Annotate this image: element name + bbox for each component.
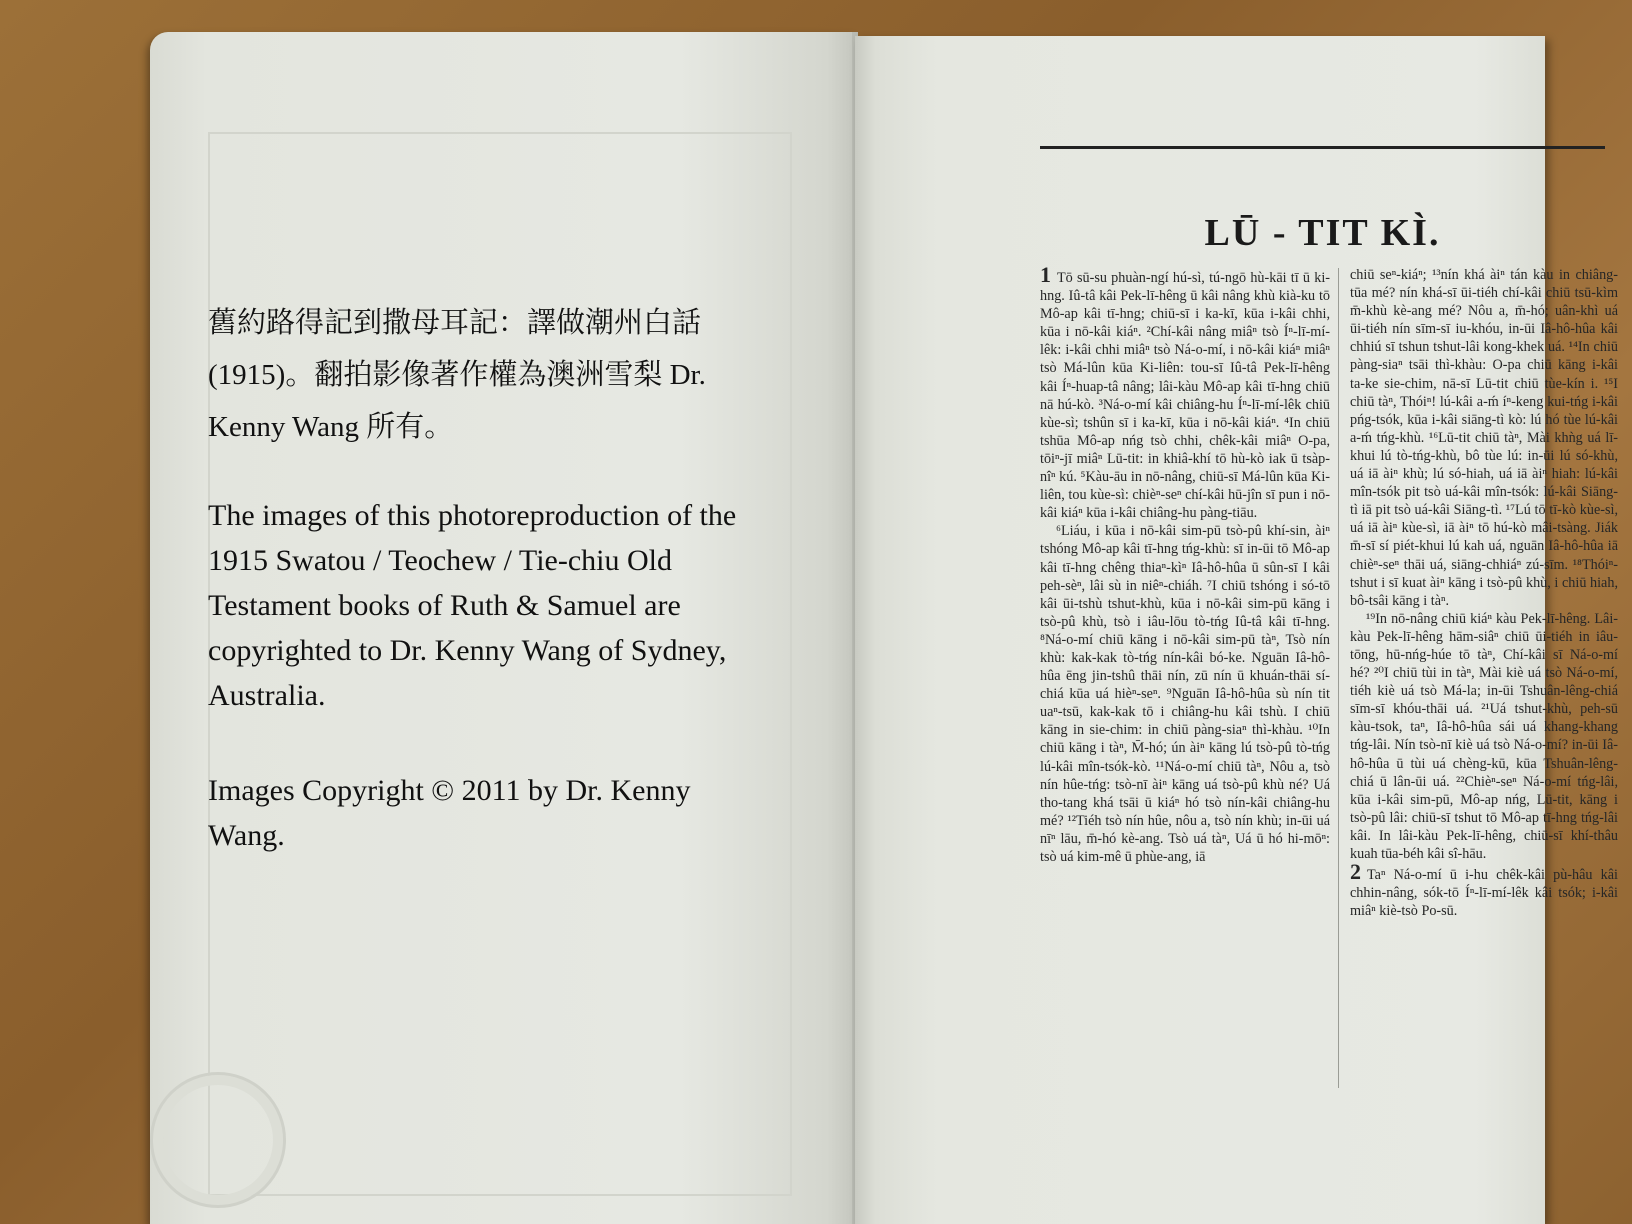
verse-block: ⁶Liáu, i kūa i nō-kâi sim-pū tsò-pû khí-sin, àiⁿ tshóng Mô-ap kâi tī-hng tńg-khù: sī in-ūi tō Mô-ap kâi tī-hng chêng thiaⁿ-kìⁿ Iâ-hô-hûa ū sûn-sī I kâi peh-sèⁿ, lâi sù in niêⁿ-chiáh. ⁷I chiū tshóng i só-tō kâi ūi-tshù tshut-khù, kūa i nō-kâi sim-pū kāng i tsò-pû khù, tsò i iâu-lōu tò-tńg Iû-tâ kâi tī-hng. ⁸Ná-o-mí chiū kāng i nō-kâi sim-pū tàⁿ, Tsò nín khù: kak-kak tò-tńg nín-kâi bó-ke. Nguān Iâ-hô-hûa ēng jin-tshû thāi nín, zū nín ū khuán-thāi sí-chiá kūa uá hièⁿ-seⁿ. ⁹Nguān Iâ-hô-hûa sù nín tit uaⁿ-tsū, kak-kak tō i chiâng-hu kâi tshù. I chiū kāng in sie-chim: in chiū pàng-siaⁿ thì-khàu. ¹⁰In chiū kāng i tàⁿ, M̄-hó; ún àiⁿ kāng lú tsò-pû tò-tńg lú-kâi mîn-tsók-kò. ¹¹Ná-o-mí chiū tàⁿ, Nôu a, tsò nín hûe-tńg: tsò-nī àiⁿ kāng uá tsò-pû khù né? Uá tho-tang khá tsāi ū kiáⁿ hó tsò nín-kâi chiâng-hu mé? ¹²Tiéh tsò nín hûe, nôu a, tsò nín khù; in-ūi uá nīⁿ lāu, m̄-hó kè-ang. Tsò uá tàⁿ, Uá ū hó hi-mōⁿ: tsò uá kim-mê ū phùe-ang, iā [1040,523,1330,865]
verse-block: chiū seⁿ-kiáⁿ; ¹³nín khá àiⁿ tán kàu in chiâng-tūa mé? nín khá-sī ūi-tiéh chí-kâi chiū tsū-kìm m̄-khù kè-ang mé? Nôu a, m̄-hó; uân-khì uá ūi-tiéh nín sīm-sī iu-khóu, in-ūi Iâ-hô-hûa kâi chhiú sī tshun tshut-lâi kong-khek uá. ¹⁴In chiū pàng-siaⁿ tsāi thì-khàu: O-pa chiū kāng i-kâi ta-ke sie-chim, nā-sī Lū-tit chiū tùe-kín i. ¹⁵I chiū tàⁿ, Thóiⁿ! lú-kâi a-ḿ íⁿ-keng kui-tńg i-kâi pńg-tsók, kūa i-kâi siāng-tì kò: lú hó tùe lú-kâi a-ḿ tńg-khù. ¹⁶Lū-tit chiū tàⁿ, Mài khǹg uá lī-khui lú tò-tńg-khù, bô tùe lú: in-ūi lú só-khù, uá iā àiⁿ khù; lú só-hiah, uá iā àiⁿ hiah: lú-kâi mîn-tsók pit tsò uá-kâi mîn-tsók: lú-kâi Siāng-tì iā pit tsò uá-kâi Siāng-tì. ¹⁷Lú tō tī-kò kùe-sì, uá iā àiⁿ kùe-sì, iā àiⁿ tō hú-kò mâi-tsàng. Jiák m̄-sī sí piét-khui lú kah uá, nguān Iâ-hô-hûa iā chièⁿ-seⁿ thāi uá, siāng-chhiáⁿ zú-sīm. ¹⁸Thóiⁿ-tshut i sī kuat àiⁿ kāng i tsò-pû khù, i chiū hiah, bô-tsâi kāng i tàⁿ. [1350,267,1618,609]
notice-english: The images of this photoreproduction of the 1915 Swatou / Teochew / Tie-chiu Old Testament books of Ruth & Samuel are copyrighted to Dr. Kenny Wang of Sydney, Australia. [208,499,737,712]
verse-text: Taⁿ Ná-o-mí ū i-hu chêk-kâi pù-hâu kâi chhin-nâng, sók-tō Íⁿ-lī-mí-lêk kâi tsók; i-kâi miâⁿ kiè-tsò Po-sū. [1350,867,1618,920]
verse-block [1350,859,1618,920]
chapter-number: 1 [1040,262,1051,287]
notice-chinese: 舊約路得記到撒母耳記：譯做潮州白話 (1915)。翻拍影像著作權為澳洲雪梨 Dr. Kenny Wang 所有。 [208,307,706,443]
verse-block: ¹⁹In nō-nâng chiū kiáⁿ kàu Pek-lī-hêng. Lâi-kàu Pek-lī-hêng hām-siâⁿ chiū ūi-tiéh in iâu-tōng, hū-nńg-húe tō tàⁿ, Chí-kâi sī Ná-o-mí hé? ²⁰I chiū tùi in tàⁿ, Mài kiè uá tsò Ná-o-mí, tiéh kiè uá tsò Má-la; in-ūi Tshuân-lêng-chiá sīm-sī khóu-thāi uá. ²¹Uá tshut-khù, peh-sū kàu-tsok, taⁿ, Iâ-hô-hûa sái uá khang-khang tńg-lâi. Nín tsò-nī kiè uá tsò Ná-o-mí? in-ūi Iâ-hô-hûa ū tùi uá chèng-kū, kūa Tshuân-lêng-chiá ū lân-ūi uá. ²²Chièⁿ-seⁿ Ná-o-mí tńg-lâi, kūa i-kâi sim-pū, Mô-ap nńg, Lū-tit, kāng i tsò-pû lâi: chiū-sī tshut tō Mô-ap tī-hng tńg-lâi kâi. In lâi-kàu Pek-lī-hêng, chiū-sī khí-thâu kuah tūa-béh kâi sî-hāu. [1350,610,1618,862]
right-page [855,36,1618,1224]
text-column-left [1040,262,1330,866]
copyright-notice [208,297,768,858]
column-divider [1338,268,1339,1088]
header-rule [1040,146,1605,149]
open-book [150,32,1618,1224]
chapter-number: 2 [1350,859,1361,885]
copyright-line: Images Copyright © 2011 by Dr. Kenny Wang. [208,774,691,852]
verse-block [1040,262,1330,522]
page-title: LŪ - TIT KÌ. [1204,212,1441,254]
left-page [150,32,855,1224]
verse-text: Tō sū-su phuàn-ngí hú-sì, tú-ngō hù-kāi tī ū ki-hng. Iû-tâ kâi Pek-lī-hêng ū kâi nâng khù kià-ku tō Mô-ap kâi tī-hng; chiū-sī i ka-kī, kūa i-kâi chhi, kūa i nō-kâi kiáⁿ. ²Chí-kâi nâng miâⁿ tsò Íⁿ-lī-mí-lêk: i-kâi chhi miâⁿ tsò Ná-o-mí, i nō-kâi kiáⁿ miâⁿ tsò Má-lûn kūa Ki-liên: tou-sī Iû-tâ Pek-lī-hêng kâi Íⁿ-huap-tâ nâng; lâi-kàu Mô-ap kâi tī-hng chiū nā hú-kò. ³Ná-o-mí kâi chiâng-hu Íⁿ-lī-mí-lêk chiū kùe-sì; tshûn sī i ka-kī, kūa i nō-kâi kiáⁿ. ⁴In chiū tshūa Mô-ap nńg tsò chhi, chêk-kâi miâⁿ O-pa, tōiⁿ-jī miâⁿ Lū-tit: in khiâ-khí tō hù-kò iak ū tsàp-nîⁿ kú. ⁵Kàu-āu in nō-nâng, chiū-sī Má-lûn kūa Ki-liên, tou kùe-sì: chièⁿ-seⁿ chí-kâi hū-jîn sī pun i nō-kâi kiáⁿ kūa i-kâi chiâng-hu pàng-tiāu. [1040,270,1330,522]
library-stamp-emboss [150,1072,286,1208]
text-column-right [1350,266,1618,920]
